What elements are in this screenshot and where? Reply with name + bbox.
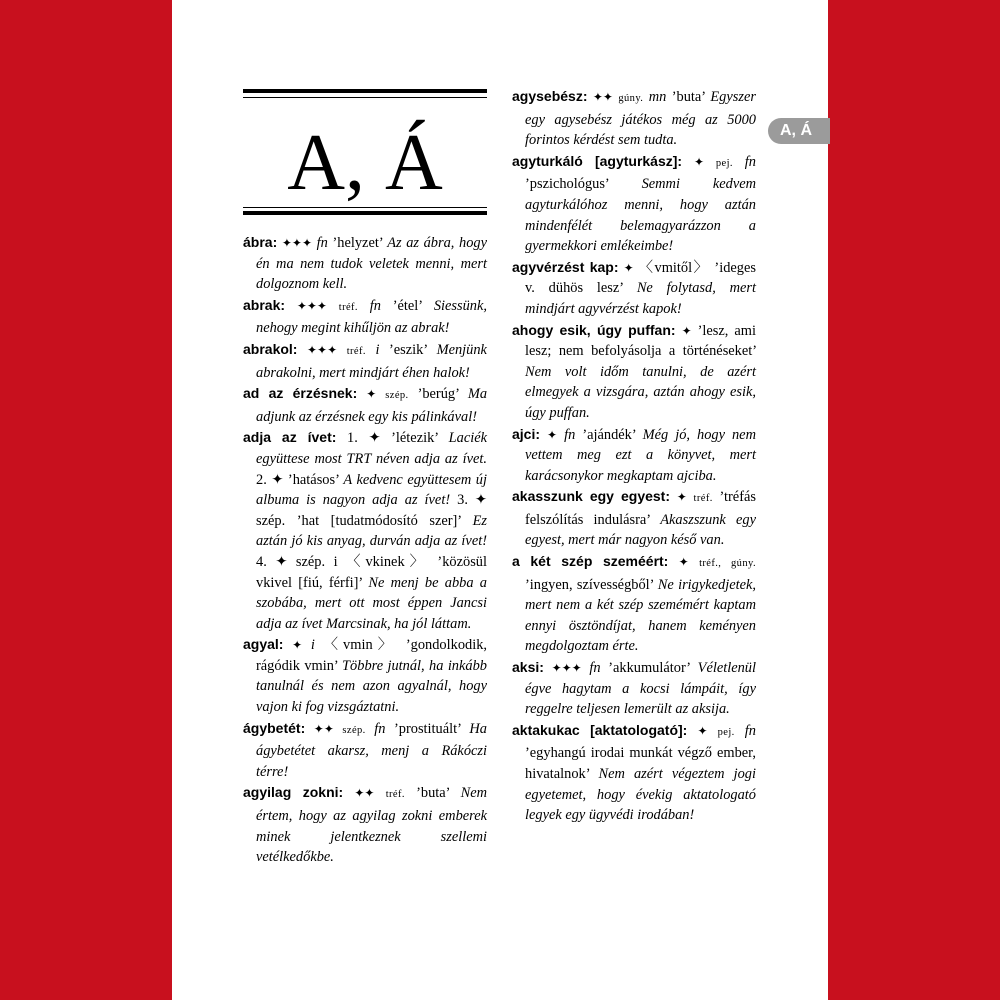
entry-column-right (512, 86, 756, 826)
dictionary-entry: agyvérzést kap: ✦ 〈vmitől〉 ’ideges v. dühös lesz’ Ne folytasd, mert mindjárt agyvérzést kapok! (512, 258, 756, 317)
dictionary-entry: a két szép szeméért: ✦ tréf., gúny. ’ingyen, szívességből’ Ne irigykedjetek, mert nem a két szép szemémért kaptam ennyi ösztöndíjat, hanem keményen megdolgoztam érte. (512, 553, 756, 655)
top-rule-thick (243, 89, 487, 93)
dictionary-entry: akasszunk egy egyest: ✦ tréf. ’tréfás felszólítás indulásra’ Akaszszunk egy egyest, mert már nagyon késő van. (512, 488, 756, 549)
dictionary-entry: ágybetét: ✦✦ szép. fn ’prostituált’ Ha ágybetétet akarsz, menj a Rákóczi térre! (243, 719, 487, 780)
top-rule-thin (243, 97, 487, 98)
entry-column-left (243, 232, 487, 868)
dictionary-entry: adja az ívet: 1. ✦ ’létezik’ Laciék együttese most TRT néven adja az ívet. 2. ✦ ’hatásos’ A kedvenc együttesem új albuma is nagyon adja az ívet! 3. ✦ szép. ’hat [tudatmódosító szer]’ Ez aztán jó kis anyag, durván adja az ívet! 4. ✦ szép. i 〈vkinek〉 ’közösül vkivel [fiú, férfi]’ Ne menj be abba a szobába, mert ott most éppen Jancsi adja az ívet Marcsinak, ha jól láttam. (243, 429, 487, 632)
dictionary-entry: ajci: ✦ fn ’ajándék’ Még jó, hogy nem vettem meg ezt a könyvet, mert karácsonykor megkaptam ajciba. (512, 425, 756, 484)
dictionary-entry: ahogy esik, úgy puffan: ✦ ’lesz, ami lesz; nem befolyásolja a történéseket’ Nem volt időm tanulni, de azért elmegyek a vizsgára, aztán ahogy esik, úgy puffan. (512, 321, 756, 421)
dictionary-entry: agyturkáló [agyturkász]: ✦ pej. fn ’pszichológus’ Semmi kedvem agyturkálóhoz menni, hogy aztán mindenfélét belemagyarázzon a gyermekkori emlékeimbe! (512, 152, 756, 255)
bottom-rule-thick (243, 211, 487, 215)
dictionary-entry: agyilag zokni: ✦✦ tréf. ’buta’ Nem értem, hogy az agyilag zokni emberek minek jelentkeznek szellemi vetélkedőkbe. (243, 784, 487, 866)
dictionary-entry: ad az érzésnek: ✦ szép. ’berúg’ Ma adjunk az érzésnek egy kis pálinkával! (243, 385, 488, 425)
thumb-index-tab: A, Á (768, 118, 830, 144)
section-letter-heading: A, Á (287, 119, 443, 207)
left-red-border (0, 0, 172, 1000)
dictionary-entry: ábra: ✦✦✦ fn ’helyzet’ Az az ábra, hogy én ma nem tudok veletek menni, mert dolgoznom kell. (243, 234, 487, 293)
dictionary-entry: aksi: ✦✦✦ fn ’akkumulátor’ Véletlenül égve hagytam a kocsi lámpáit, így reggelre teljesen lemerült az aksija. (512, 659, 756, 718)
dictionary-entry: abrakol: ✦✦✦ tréf. i ’eszik’ Menjünk abrakolni, mert mindjárt éhen halok! (243, 340, 487, 381)
dictionary-entry: agysebész: ✦✦ gúny. mn ’buta’ Egyszer egy agysebész játékos még az 5000 forintos kérdést sem tudta. (512, 88, 756, 149)
dictionary-entry: aktakukac [aktatologató]: ✦ pej. fn ’egyhangú irodai munkát végző ember, hivatalnok’ Nem azért végeztem jogi egyetemet, hogy évekig aktatologató legyek egy ügyvédi irodában! (512, 721, 756, 824)
dictionary-entry: abrak: ✦✦✦ tréf. fn ’étel’ Siessünk, nehogy megint kihűljön az abrak! (243, 296, 487, 337)
bottom-rule-thin (243, 207, 487, 208)
dictionary-entry: agyal: ✦ i 〈vmin〉 ’gondolkodik, rágódik vmin’ Többre jutnál, ha inkább tanulnál és nem azon agyalnál, hogy vajon ki fog vizsgáztatni. (243, 636, 488, 716)
right-red-border (828, 0, 1000, 1000)
